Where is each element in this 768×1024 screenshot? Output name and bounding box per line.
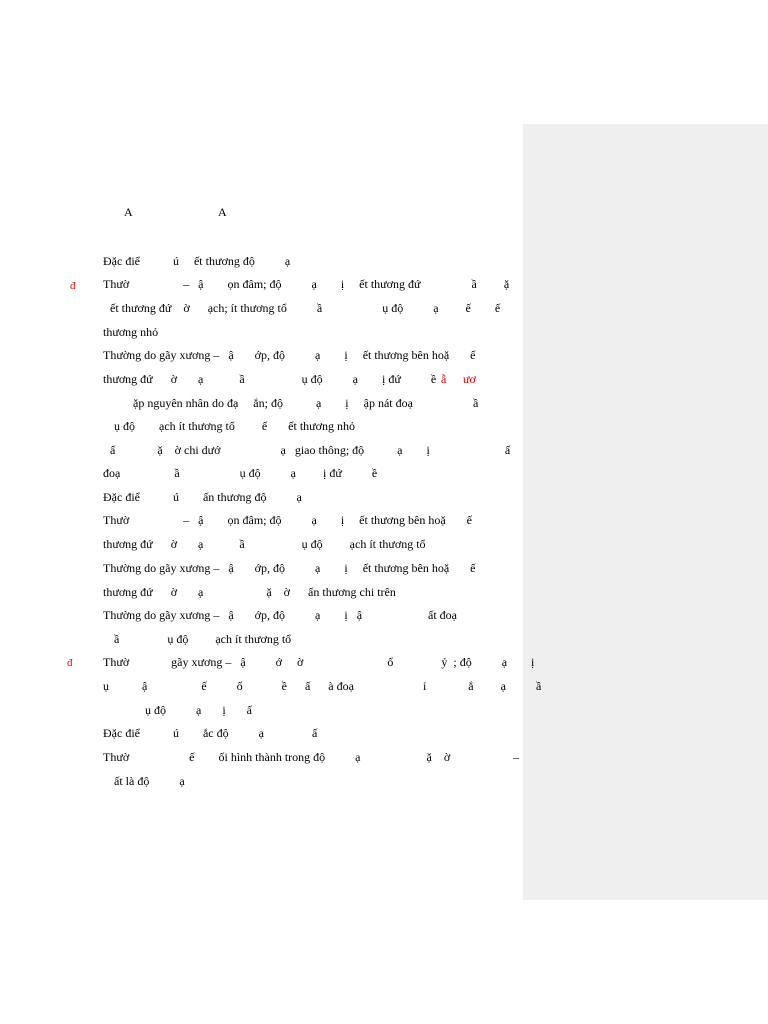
red-fragment-2: ươ bbox=[463, 372, 476, 386]
comment-pane bbox=[523, 124, 768, 900]
revision-mark-2: đ bbox=[67, 657, 73, 669]
text-line-11: Đặc điể ú ấn thương độ ạ bbox=[103, 490, 302, 504]
revision-mark-1: đ bbox=[70, 280, 76, 292]
text-line-5: Thường do gãy xương – ậ ớp, độ ạ ị ết thương bên hoặ ế bbox=[103, 348, 476, 362]
text-line-6: thương đứ ờ ạ ầ ụ độ ạ ị đứ ề bbox=[103, 372, 437, 386]
text-line-14: Thường do gãy xương – ậ ớp, độ ạ ị ết thương bên hoặ ế bbox=[103, 561, 476, 575]
text-line-15: thương đứ ờ ạ ặ ờ ấn thương chi trên bbox=[103, 585, 396, 599]
text-line-9: ấ ặ ờ chi dướ ạ giao thông; độ ạ ị ấ bbox=[110, 443, 511, 457]
text-line-18: Thườ gãy xương – ậ ớ ờ ổ ỷ ; độ ạ ị bbox=[103, 655, 535, 669]
text-line-4: thương nhỏ bbox=[103, 325, 159, 339]
text-line-12: Thườ – ậ ọn đâm; độ ạ ị ết thương bên hoặ ế bbox=[103, 513, 472, 527]
text-line-3: ết thương đứ ờ ạch; ít thương tổ ầ ụ độ ạ ế ế bbox=[110, 301, 501, 315]
heading-letter-1: A bbox=[124, 205, 133, 219]
text-line-16: Thường do gãy xương – ậ ớp, độ ạ ị ậ ất đoạ bbox=[103, 608, 457, 622]
text-line-23: ất là độ ạ bbox=[114, 774, 185, 788]
text-line-20: ụ độ ạ ị ấ bbox=[145, 703, 252, 717]
text-line-8: ụ độ ạch ít thương tổ ế ết thương nhỏ bbox=[114, 419, 356, 433]
text-line-21: Đặc điể ú ắc độ ạ ấ bbox=[103, 726, 318, 740]
heading-letter-2: A bbox=[218, 205, 227, 219]
text-line-2: Thườ – ậ ọn đâm; độ ạ ị ết thương đứ ầ ặ bbox=[103, 277, 510, 291]
text-line-17: ầ ụ độ ạch ít thương tổ bbox=[114, 632, 292, 646]
text-line-10: đoạ ầ ụ độ ạ ị đứ ề bbox=[103, 466, 378, 480]
text-line-13: thương đứ ờ ạ ầ ụ độ ạch ít thương tổ bbox=[103, 537, 426, 551]
text-line-1: Đặc điể ú ết thương độ ạ bbox=[103, 254, 291, 268]
text-line-22: Thườ ế ối hình thành trong độ ạ ặ ờ – bbox=[103, 750, 520, 764]
text-line-7: ặp nguyên nhân do đạ ắn; độ ạ ị ập nát đoạ ầ bbox=[133, 396, 479, 410]
red-fragment-1: ẫ bbox=[441, 372, 447, 386]
text-line-19: ụ ậ ế ố ề ấ à đoạ ỉ ắ ạ ầ bbox=[103, 679, 542, 693]
